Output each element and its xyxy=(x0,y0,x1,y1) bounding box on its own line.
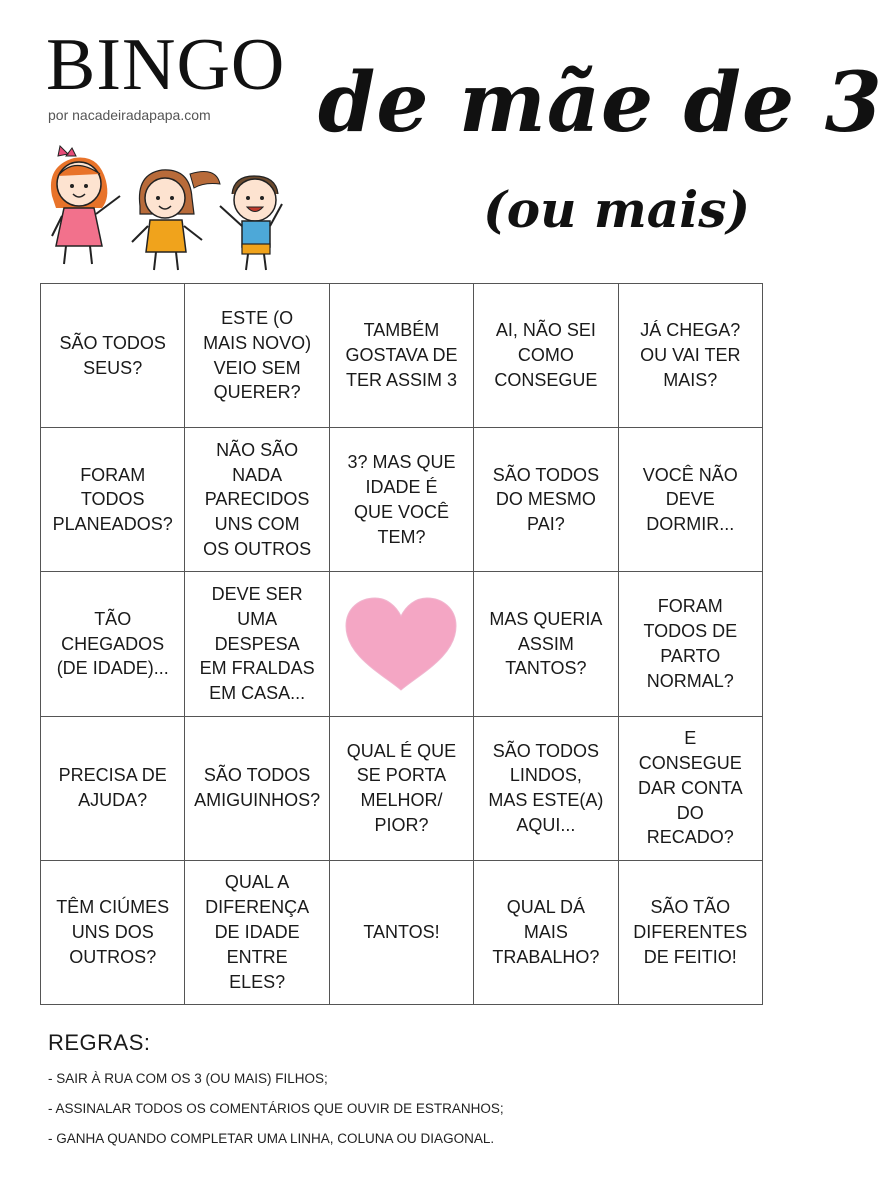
bingo-cell[interactable]: QUAL A DIFERENÇA DE IDADE ENTRE ELES? xyxy=(185,861,329,1005)
bingo-cell[interactable]: 3? MAS QUE IDADE É QUE VOCÊ TEM? xyxy=(330,428,474,572)
bingo-cell[interactable]: QUAL DÁ MAIS TRABALHO? xyxy=(474,861,618,1005)
bingo-cell[interactable]: TAMBÉM GOSTAVA DE TER ASSIM 3 xyxy=(330,284,474,428)
rule-item: - GANHA QUANDO COMPLETAR UMA LINHA, COLUNA OU DIAGONAL. xyxy=(48,1131,495,1146)
script-title: de mãe de 3 xyxy=(318,55,883,151)
bingo-cell[interactable]: SÃO TODOS SEUS? xyxy=(41,284,185,428)
bingo-cell[interactable]: ESTE (O MAIS NOVO) VEIO SEM QUERER? xyxy=(185,284,329,428)
rule-item: - ASSINALAR TODOS OS COMENTÁRIOS QUE OUVIR DE ESTRANHOS; xyxy=(48,1101,504,1116)
bingo-cell[interactable]: JÁ CHEGA? OU VAI TER MAIS? xyxy=(619,284,763,428)
three-kids-illustration xyxy=(44,136,284,276)
free-space-cell[interactable] xyxy=(330,572,474,716)
bingo-cell[interactable]: SÃO TÃO DIFERENTES DE FEITIO! xyxy=(619,861,763,1005)
bingo-cell[interactable]: DEVE SER UMA DESPESA EM FRALDAS EM CASA... xyxy=(185,572,329,716)
byline: por nacadeiradapapa.com xyxy=(48,107,211,123)
bingo-cell[interactable]: SÃO TODOS AMIGUINHOS? xyxy=(185,717,329,861)
girl-two-figure xyxy=(132,170,220,270)
bingo-cell[interactable]: FORAM TODOS DE PARTO NORMAL? xyxy=(619,572,763,716)
bingo-cell[interactable]: SÃO TODOS DO MESMO PAI? xyxy=(474,428,618,572)
bingo-cell[interactable]: MAS QUERIA ASSIM TANTOS? xyxy=(474,572,618,716)
bingo-cell[interactable]: TANTOS! xyxy=(330,861,474,1005)
heart-icon xyxy=(342,594,460,694)
bingo-cell[interactable]: AI, NÃO SEI COMO CONSEGUE xyxy=(474,284,618,428)
boy-figure xyxy=(220,176,282,270)
bingo-cell[interactable]: SÃO TODOS LINDOS, MAS ESTE(A) AQUI... xyxy=(474,717,618,861)
bingo-cell[interactable]: TÊM CIÚMES UNS DOS OUTROS? xyxy=(41,861,185,1005)
bingo-cell[interactable]: FORAM TODOS PLANEADOS? xyxy=(41,428,185,572)
bingo-cell[interactable]: QUAL É QUE SE PORTA MELHOR/ PIOR? xyxy=(330,717,474,861)
rules-list xyxy=(48,1070,504,1160)
page-title: BINGO xyxy=(46,24,286,106)
rules-title: REGRAS: xyxy=(48,1030,151,1055)
bingo-cell[interactable]: E CONSEGUE DAR CONTA DO RECADO? xyxy=(619,717,763,861)
bingo-cell[interactable]: TÃO CHEGADOS (DE IDADE)... xyxy=(41,572,185,716)
bingo-grid xyxy=(40,283,763,1005)
rule-item: - SAIR À RUA COM OS 3 (OU MAIS) FILHOS; xyxy=(48,1071,328,1086)
bingo-cell[interactable]: VOCÊ NÃO DEVE DORMIR... xyxy=(619,428,763,572)
bingo-cell[interactable]: NÃO SÃO NADA PARECIDOS UNS COM OS OUTROS xyxy=(185,428,329,572)
script-subtitle: (ou mais) xyxy=(483,180,750,239)
bingo-cell[interactable]: PRECISA DE AJUDA? xyxy=(41,717,185,861)
girl-one-figure xyxy=(51,146,120,264)
